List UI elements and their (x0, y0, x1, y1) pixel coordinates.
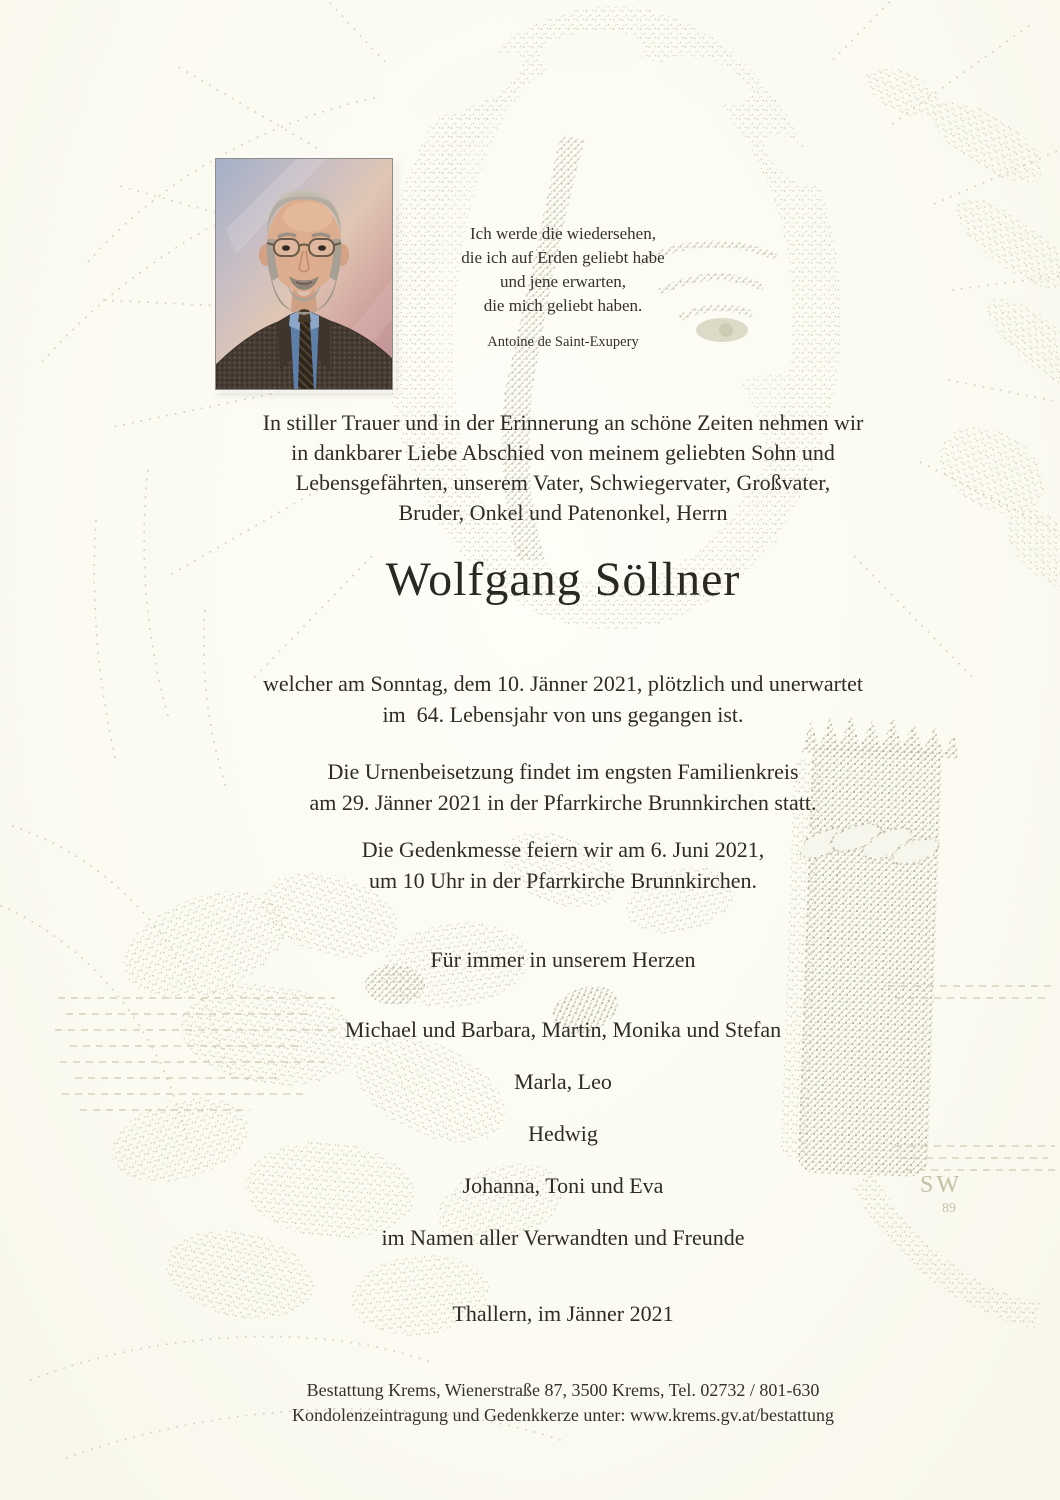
footer-line: Bestattung Krems, Wienerstraße 87, 3500 Krems, Tel. 02732 / 801-630 (306, 1380, 820, 1400)
quote-line: und jene erwarten, (499, 272, 627, 291)
quote-line: Ich werde die wiedersehen, (470, 224, 656, 243)
mourner-line: Marla, Leo (514, 1069, 612, 1094)
memorial-mass-line: um 10 Uhr in der Pfarrkirche Brunnkirchen. (369, 868, 757, 893)
quote-line: die mich geliebt haben. (483, 296, 643, 315)
intro-line: Bruder, Onkel und Patenonkel, Herrn (398, 500, 728, 525)
place-date: Thallern, im Jänner 2021 (452, 1301, 674, 1326)
quote-line: die ich auf Erden geliebt habe (461, 248, 665, 267)
intro-paragraph (63, 408, 1060, 528)
intro-line: Lebensgefährten, unserem Vater, Schwiegervater, Großvater, (295, 470, 831, 495)
intro-line: In stiller Trauer und in der Erinnerung an schöne Zeiten nehmen wir (262, 410, 864, 435)
mourner-line: im Namen aller Verwandten und Freunde (381, 1225, 745, 1250)
footer-contact (63, 1378, 1060, 1428)
quote-author: Antoine de Saint-Exupery (487, 334, 639, 350)
mourner-line: Johanna, Toni und Eva (462, 1173, 664, 1198)
intro-line: in dankbarer Liebe Abschied von meinem geliebten Sohn und (291, 440, 835, 465)
deceased-name: Wolfgang Söllner (385, 553, 741, 606)
memorial-mass-line: Die Gedenkmesse feiern wir am 6. Juni 2021, (361, 837, 765, 862)
memorial-mass-notice (63, 834, 1060, 896)
death-notice-line: im 64. Lebensjahr von uns gegangen ist. (382, 702, 744, 727)
burial-notice-line: Die Urnenbeisetzung findet im engsten Familienkreis (327, 759, 799, 784)
death-notice (63, 668, 1060, 730)
svg-text:SW: SW (920, 1172, 962, 1198)
closing-line: Für immer in unserem Herzen (430, 947, 696, 972)
burial-notice (63, 756, 1060, 818)
svg-text:89: 89 (942, 1201, 956, 1216)
memorial-quote (63, 222, 1060, 354)
mourner-line: Hedwig (528, 1121, 598, 1146)
footer-line: Kondolenzeintragung und Gedenkkerze unter: www.krems.gv.at/bestattung (291, 1405, 834, 1425)
mourner-line: Michael und Barbara, Martin, Monika und Stefan (344, 1017, 782, 1042)
death-notice-line: welcher am Sonntag, dem 10. Jänner 2021, plötzlich und unerwartet (263, 671, 863, 696)
burial-notice-line: am 29. Jänner 2021 in der Pfarrkirche Brunnkirchen statt. (309, 790, 817, 815)
